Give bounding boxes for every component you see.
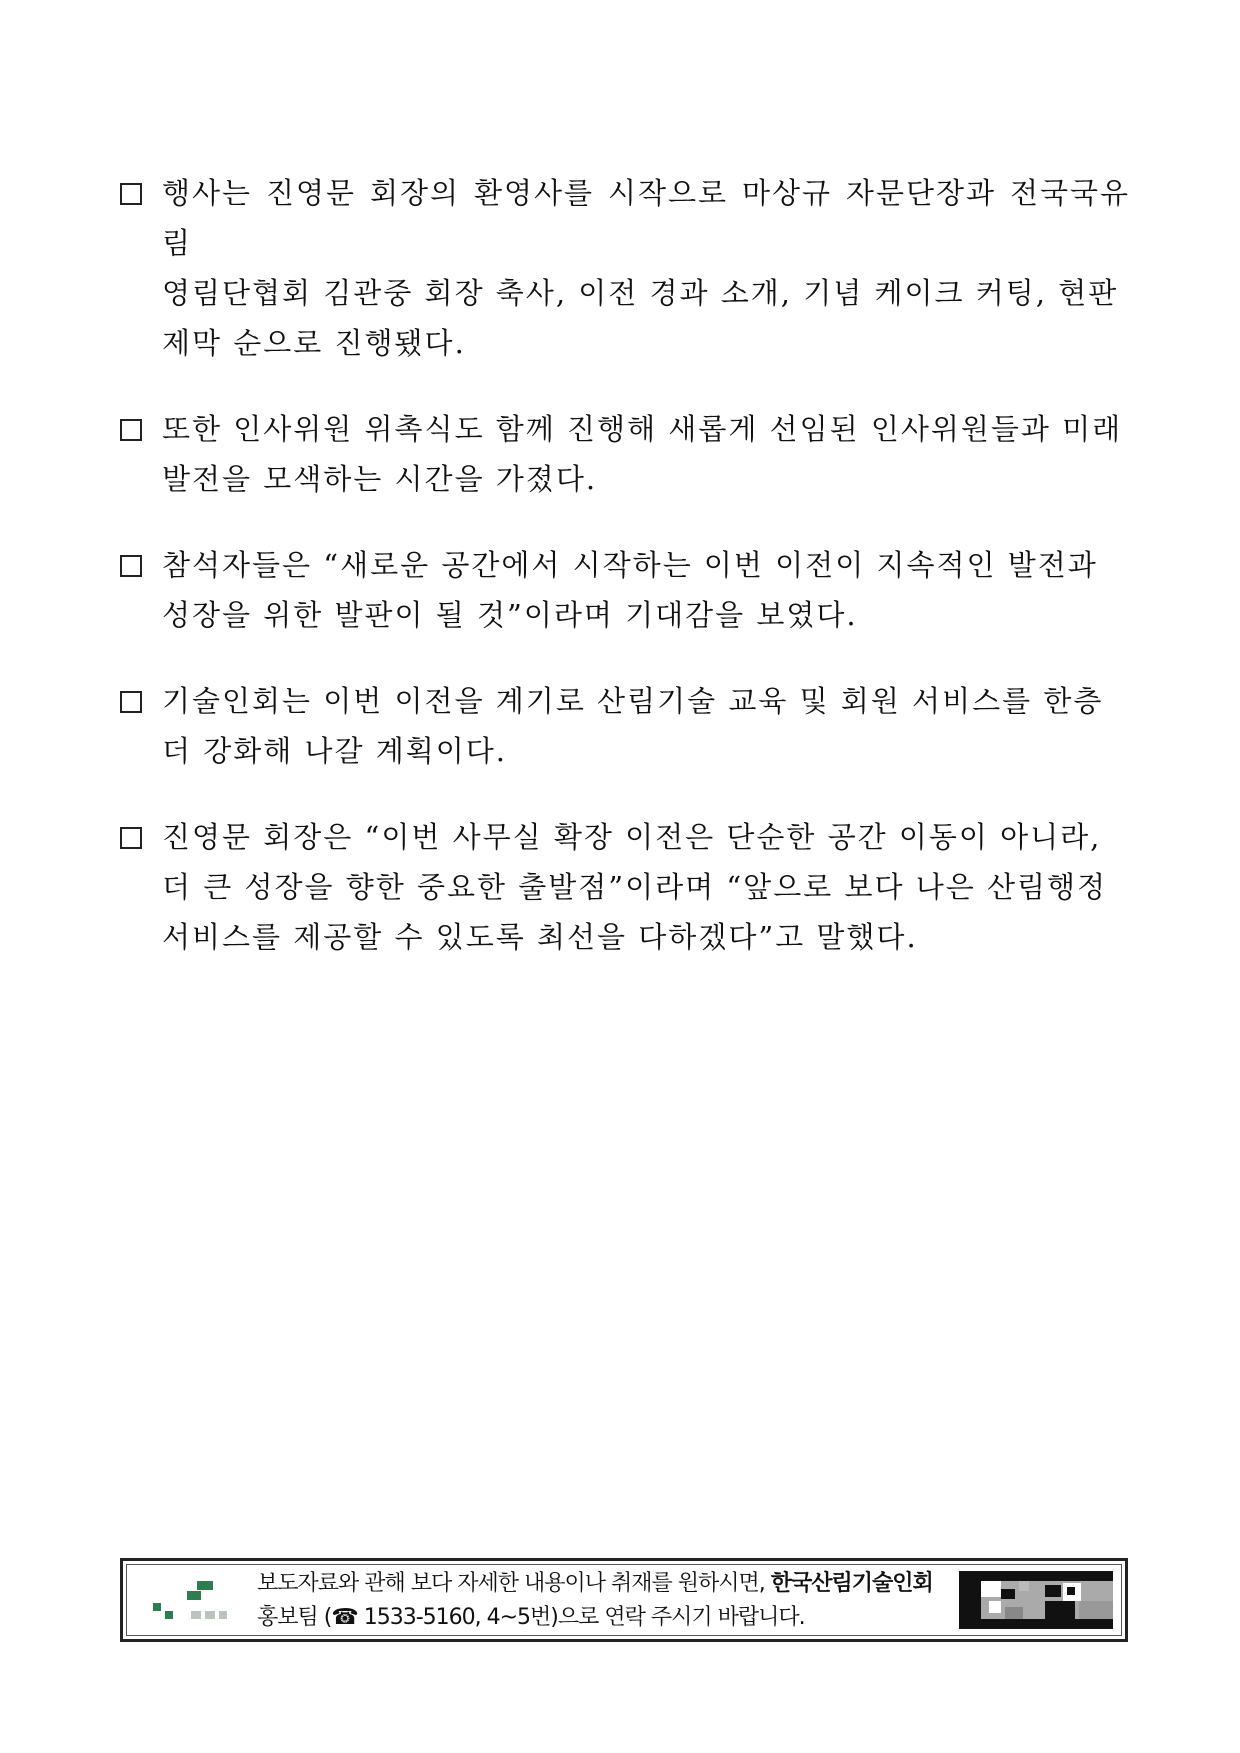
bullet-item	[120, 168, 1130, 368]
paragraph-text: 행사는 진영문 회장의 환영사를 시작으로 마상규 자문단장과 전국국유림 영림단협회 김관중 회장 축사, 이전 경과 소개, 기념 케이크 커팅, 현판 제막 순으로 진행됐다.	[162, 176, 1130, 360]
checkbox-square-icon	[120, 691, 142, 713]
contact-footer-box	[120, 1558, 1128, 1642]
checkbox-square-icon	[120, 183, 142, 205]
footer-line-1: 보도자료와 관해 보다 자세한 내용이나 취재를 원하시면, 한국산림기술인회	[257, 1571, 933, 1596]
footer-contact-text	[257, 1567, 933, 1635]
bullet-item	[120, 676, 1130, 776]
paragraph-text: 또한 인사위원 위촉식도 함께 진행해 새롭게 선임된 인사위원들과 미래 발전을 모색하는 시간을 가졌다.	[162, 412, 1123, 496]
footer-line-2: 홍보팀 (☎ 1533-5160, 4~5번)으로 연락 주시기 바랍니다.	[257, 1605, 805, 1630]
press-release-body	[120, 168, 1130, 998]
checkbox-square-icon	[120, 827, 142, 849]
checkbox-square-icon	[120, 555, 142, 577]
checkbox-square-icon	[120, 419, 142, 441]
paragraph-text: 참석자들은 “새로운 공간에서 시작하는 이번 이전이 지속적인 발전과 성장을 위한 발판이 될 것”이라며 기대감을 보였다.	[162, 548, 1098, 632]
paragraph-text: 기술인회는 이번 이전을 계기로 산림기술 교육 및 회원 서비스를 한층 더 강화해 나갈 계획이다.	[162, 684, 1104, 768]
bullet-item	[120, 812, 1130, 962]
qr-code-icon	[959, 1571, 1113, 1629]
organization-name: 한국산림기술인회	[770, 1571, 933, 1596]
bullet-item	[120, 540, 1130, 640]
organization-logo-icon	[153, 1581, 233, 1625]
paragraph-text: 진영문 회장은 “이번 사무실 확장 이전은 단순한 공간 이동이 아니라, 더 큰 성장을 향한 중요한 출발점”이라며 “앞으로 보다 나은 산림행정 서비스를 제공할 수 있도록 최선을 다하겠다”고 말했다.	[162, 820, 1107, 954]
bullet-item	[120, 404, 1130, 504]
